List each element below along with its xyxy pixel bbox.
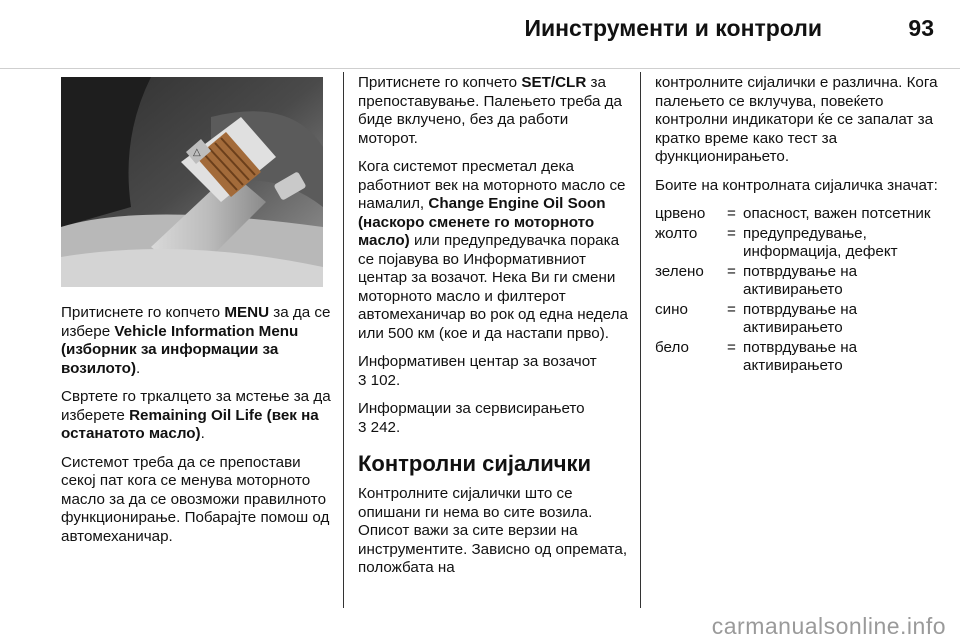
legend-row: црвено = опасност, важен потсетник: [655, 205, 931, 222]
paragraph: Притиснете го копчето MENU за да се избере Vehicle Information Menu (изборник за информации за возилото).: [61, 304, 331, 377]
column-1: [61, 304, 331, 556]
legend-row: сино = потврдување на активирањето: [655, 300, 858, 336]
watermark: carmanualsonline.info: [711, 613, 946, 639]
section-title: Контролни сијалички: [358, 451, 592, 476]
column-3: [655, 74, 950, 377]
page-header: [0, 0, 960, 60]
column-2: [358, 74, 632, 588]
paragraph: контролните сијалички е различна. Кога палењето се вклучува, повеќето контролни индикатори ќе се запалат за кратко време како тест за функционирањето.: [655, 74, 938, 165]
paragraph: Контролните сијалички што се опишани ги нема во сите возила. Описот важи за сите верзии на инструментите. Зависно од опремата, положбата на: [358, 485, 628, 576]
cross-reference[interactable]: Информации за сервисирањето 3 242.: [358, 400, 585, 436]
header-title: Иинструменти и контроли: [524, 15, 822, 41]
paragraph: Свртете го тркалцето за мстење за да изберете Remaining Oil Life (век на останатото масло).: [61, 388, 331, 442]
header-divider: [0, 68, 960, 69]
cross-reference[interactable]: Информативен центар за возачот 3 102.: [358, 353, 597, 389]
color-legend: [655, 205, 950, 376]
paragraph: Кога системот пресметал дека работниот век на моторното масло се намалил, Change Engine Oil Soon (наскоро сменете го моторното масло) или предупредувачка порака се појавува во Информативниот центар за возачот. Нека Ви ги смени моторното масло и филтерот автомеханичар во рок од една недела или 500 км (кое и да настапи прво).: [358, 158, 628, 342]
column-divider-1: [343, 72, 344, 608]
legend-row: зелено = потврдување на активирањето: [655, 262, 858, 298]
column-divider-2: [640, 72, 641, 608]
paragraph: Притиснете го копчето SET/CLR за препоставување. Палењето треба да биде вклучено, без да работи моторот.: [358, 74, 622, 147]
page-number: 93: [908, 15, 934, 41]
paragraph: Боите на контролната сијаличка значат:: [655, 176, 938, 194]
stalk-photo: [61, 77, 323, 287]
svg-text:△: △: [193, 147, 201, 158]
legend-row: жолто = предупредување, информација, дефект: [655, 224, 898, 260]
paragraph: Системот треба да се препостави секој пат кога се менува моторното масло за да се овозможи правилното функционирање. Побарајте помош од автомеханичар.: [61, 453, 330, 545]
legend-row: бело = потврдување на активирањето: [655, 338, 858, 374]
